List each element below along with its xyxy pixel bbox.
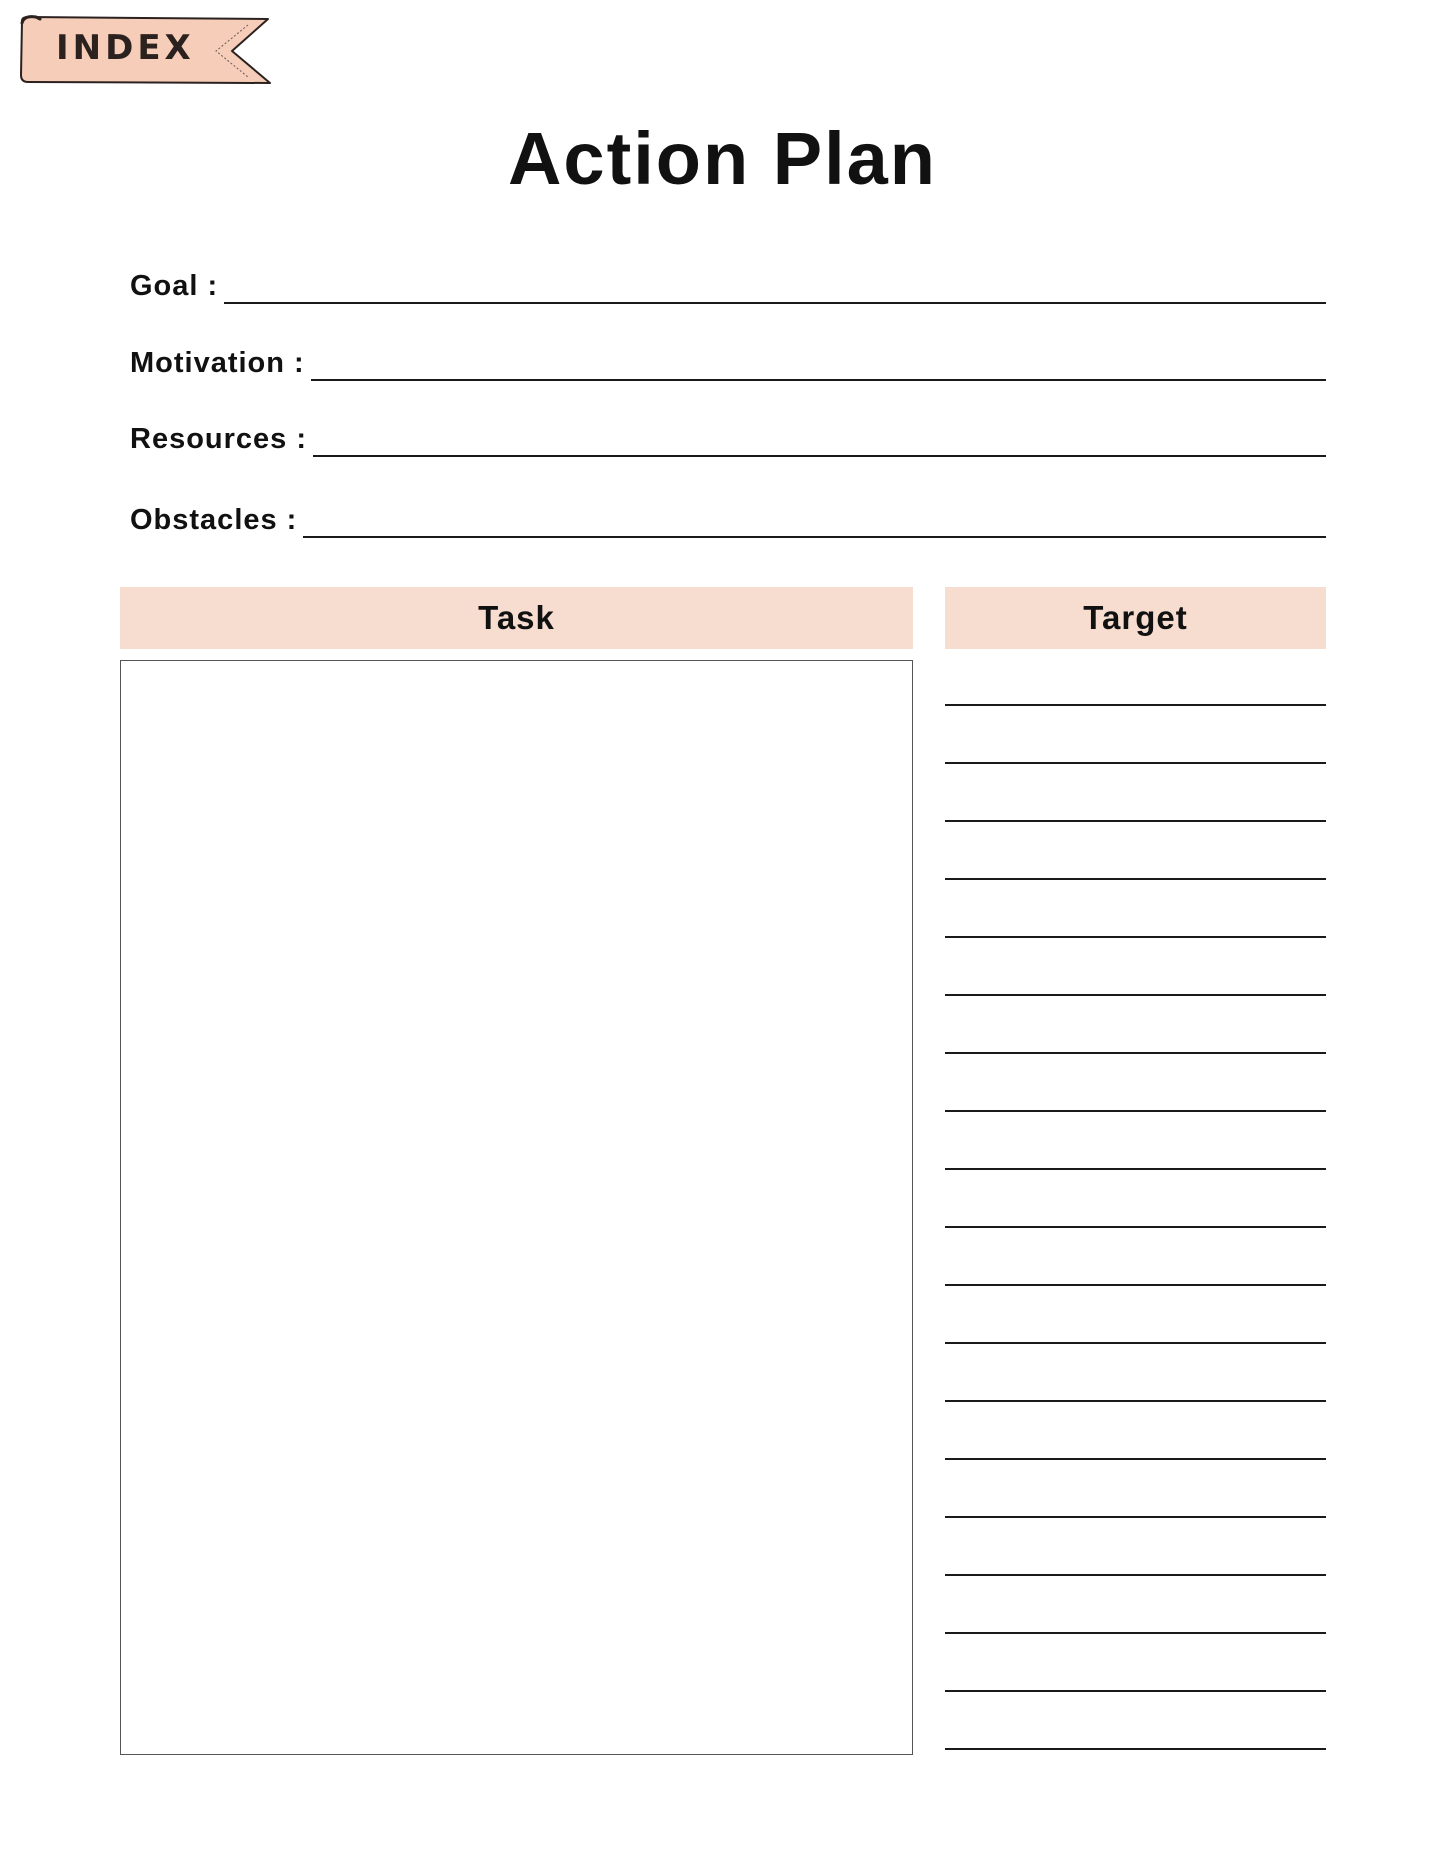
target-entry-line[interactable] [945,1284,1326,1286]
target-entry-line[interactable] [945,878,1326,880]
target-entry-line[interactable] [945,820,1326,822]
target-entry-line[interactable] [945,1632,1326,1634]
goal-field [130,272,1326,304]
obstacles-field [130,506,1326,538]
target-entry-line[interactable] [945,1400,1326,1402]
target-entry-line[interactable] [945,1748,1326,1750]
goal-input-line[interactable] [224,272,1326,304]
target-entry-line[interactable] [945,1690,1326,1692]
obstacles-label: Obstacles : [130,504,298,536]
target-entry-line[interactable] [945,1516,1326,1518]
motivation-label: Motivation : [130,347,305,379]
target-entry-line[interactable] [945,704,1326,706]
target-entry-line[interactable] [945,1458,1326,1460]
resources-label: Resources : [130,423,308,455]
resources-field [130,425,1326,457]
task-header-label: Task [478,599,555,636]
target-entry-line[interactable] [945,994,1326,996]
index-tab-label: INDEX [56,28,195,68]
target-entry-line[interactable] [945,1342,1326,1344]
page-title: Action Plan [507,117,938,200]
target-entry-line[interactable] [945,1052,1326,1054]
motivation-input-line[interactable] [311,349,1326,381]
index-tab-button[interactable] [18,15,271,87]
target-entry-line[interactable] [945,1226,1326,1228]
task-writing-area[interactable] [120,660,913,1755]
task-column-header [120,587,913,649]
target-entry-line[interactable] [945,1574,1326,1576]
target-header-label: Target [1083,599,1188,636]
target-entry-line[interactable] [945,762,1326,764]
target-column-header [945,587,1326,649]
target-entry-line[interactable] [945,1110,1326,1112]
resources-input-line[interactable] [313,425,1326,457]
target-entry-line[interactable] [945,1168,1326,1170]
obstacles-input-line[interactable] [303,506,1326,538]
target-entry-line[interactable] [945,936,1326,938]
goal-label: Goal : [130,270,219,302]
motivation-field [130,349,1326,381]
